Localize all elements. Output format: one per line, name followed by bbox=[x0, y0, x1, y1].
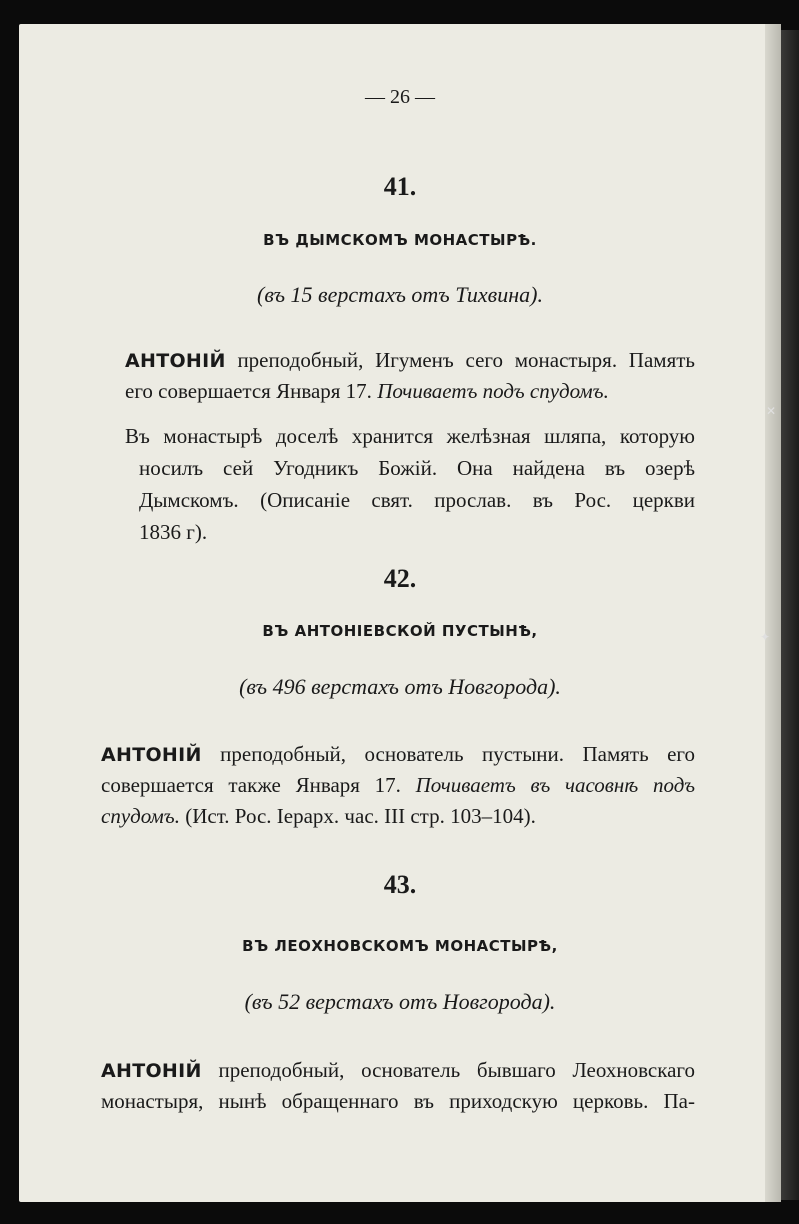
entry-distance: (въ 496 верстахъ отъ Новгорода). bbox=[239, 674, 561, 699]
paragraph-line: носилъ сей Угодникъ Божій. Она найдена въ озерѣ bbox=[139, 456, 695, 480]
book-edge bbox=[781, 30, 799, 1200]
margin-mark: ✕ bbox=[766, 404, 777, 418]
paragraph-line bbox=[125, 379, 695, 404]
entry-number: 41. bbox=[383, 172, 417, 201]
saint-name: АНТОНІЙ bbox=[101, 744, 202, 766]
text-span: совершается также Января 17. bbox=[101, 773, 401, 797]
entry-heading: ВЪ ДЫМСКОМЪ МОНАСТЫРѢ. bbox=[263, 231, 537, 249]
paragraph-line: Въ монастырѣ доселѣ хранится желѣзная шляпа, которую bbox=[125, 424, 695, 448]
entry-distance: (въ 52 верстахъ отъ Новгорода). bbox=[244, 989, 556, 1014]
text-span: его совершается Января 17. bbox=[125, 379, 372, 403]
paragraph-line bbox=[125, 348, 695, 373]
entry-heading: ВЪ ЛЕОХНОВСКОМЪ МОНАСТЫРѢ, bbox=[242, 937, 558, 955]
paragraph-line: Дымскомъ. (Описаніе свят. прослав. въ Рос. церкви bbox=[139, 488, 695, 512]
entry-heading: ВЪ АНТОНІЕВСКОЙ ПУСТЫНѢ, bbox=[262, 622, 538, 640]
paragraph-line: 1836 г). bbox=[139, 520, 208, 544]
margin-mark: ✦ bbox=[760, 630, 771, 644]
saint-name: АНТОНІЙ bbox=[101, 1060, 202, 1082]
text-span: (Ист. Рос. Іерарх. час. III стр. 103–104). bbox=[185, 804, 536, 828]
entry-number: 42. bbox=[383, 564, 417, 593]
entry-number: 43. bbox=[383, 870, 417, 899]
text-span: преподобный, основатель пустыни. Память его bbox=[220, 742, 696, 766]
paragraph-line bbox=[101, 742, 695, 767]
paragraph-line bbox=[101, 773, 695, 798]
text-span: преподобный, Игуменъ сего монастыря. Память bbox=[237, 348, 695, 372]
italic-span: спудомъ. bbox=[101, 804, 180, 828]
paragraph-line: монастыря, нынѣ обращеннаго въ приходскую церковь. Па- bbox=[101, 1089, 695, 1113]
saint-name: АНТОНІЙ bbox=[125, 350, 226, 372]
book-page bbox=[19, 24, 781, 1202]
text-span: преподобный, основатель бывшаго Леохновскаго bbox=[218, 1058, 695, 1082]
paragraph-line bbox=[101, 804, 695, 829]
italic-span: Почиваетъ подъ спудомъ. bbox=[377, 379, 609, 403]
page-number: — 26 — bbox=[365, 86, 435, 108]
italic-span: Почиваетъ въ часовнѣ подъ bbox=[415, 773, 695, 797]
paragraph-line bbox=[101, 1058, 695, 1083]
entry-distance: (въ 15 верстахъ отъ Тихвина). bbox=[257, 282, 543, 307]
